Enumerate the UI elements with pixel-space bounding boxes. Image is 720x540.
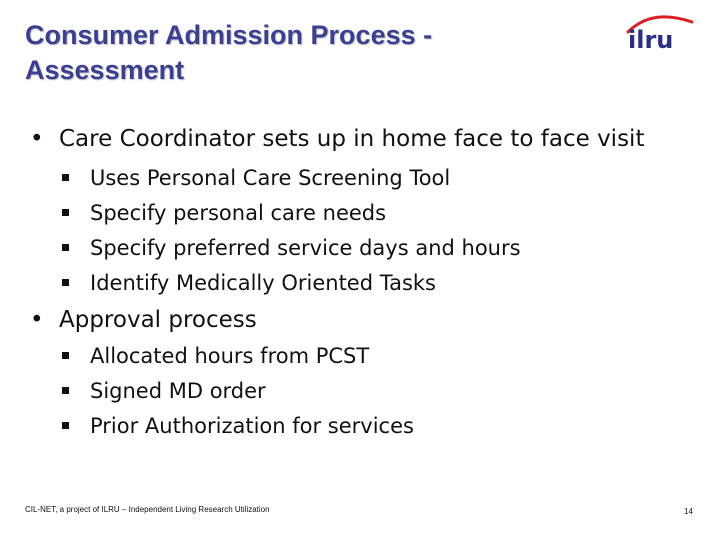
bullet-dot: • [30, 307, 44, 333]
square-bullet-icon [62, 352, 69, 359]
bullet-text: Approval process [59, 307, 257, 333]
sub-bullet-text: Specify personal care needs [90, 201, 387, 225]
square-bullet-icon [62, 174, 69, 181]
sub-bullet-text: Allocated hours from PCST [90, 344, 370, 368]
page-number: 14 [684, 507, 693, 516]
square-bullet-icon [62, 209, 69, 216]
title-line-1: Consumer Admission Process - [25, 20, 433, 50]
square-bullet-icon [62, 387, 69, 394]
ilru-logo [622, 10, 696, 54]
square-bullet-icon [62, 244, 69, 251]
bullet-text: Care Coordinator sets up in home face to face visit [59, 126, 645, 152]
sub-bullet-text: Identify Medically Oriented Tasks [90, 271, 436, 295]
title-line-2: Assessment [25, 55, 185, 85]
sub-bullet-text: Prior Authorization for services [90, 414, 414, 438]
footer-text: CIL-NET, a project of ILRU – Independent Living Research Utilization [25, 505, 270, 514]
logo-text: ilru [628, 26, 674, 54]
square-bullet-icon [62, 279, 69, 286]
sub-bullet-text: Specify preferred service days and hours [90, 236, 521, 260]
square-bullet-icon [62, 422, 69, 429]
sub-bullet-text: Signed MD order [90, 379, 266, 403]
slide-title [25, 18, 585, 88]
bullet-dot: • [30, 126, 44, 152]
sub-bullet-text: Uses Personal Care Screening Tool [90, 166, 451, 190]
